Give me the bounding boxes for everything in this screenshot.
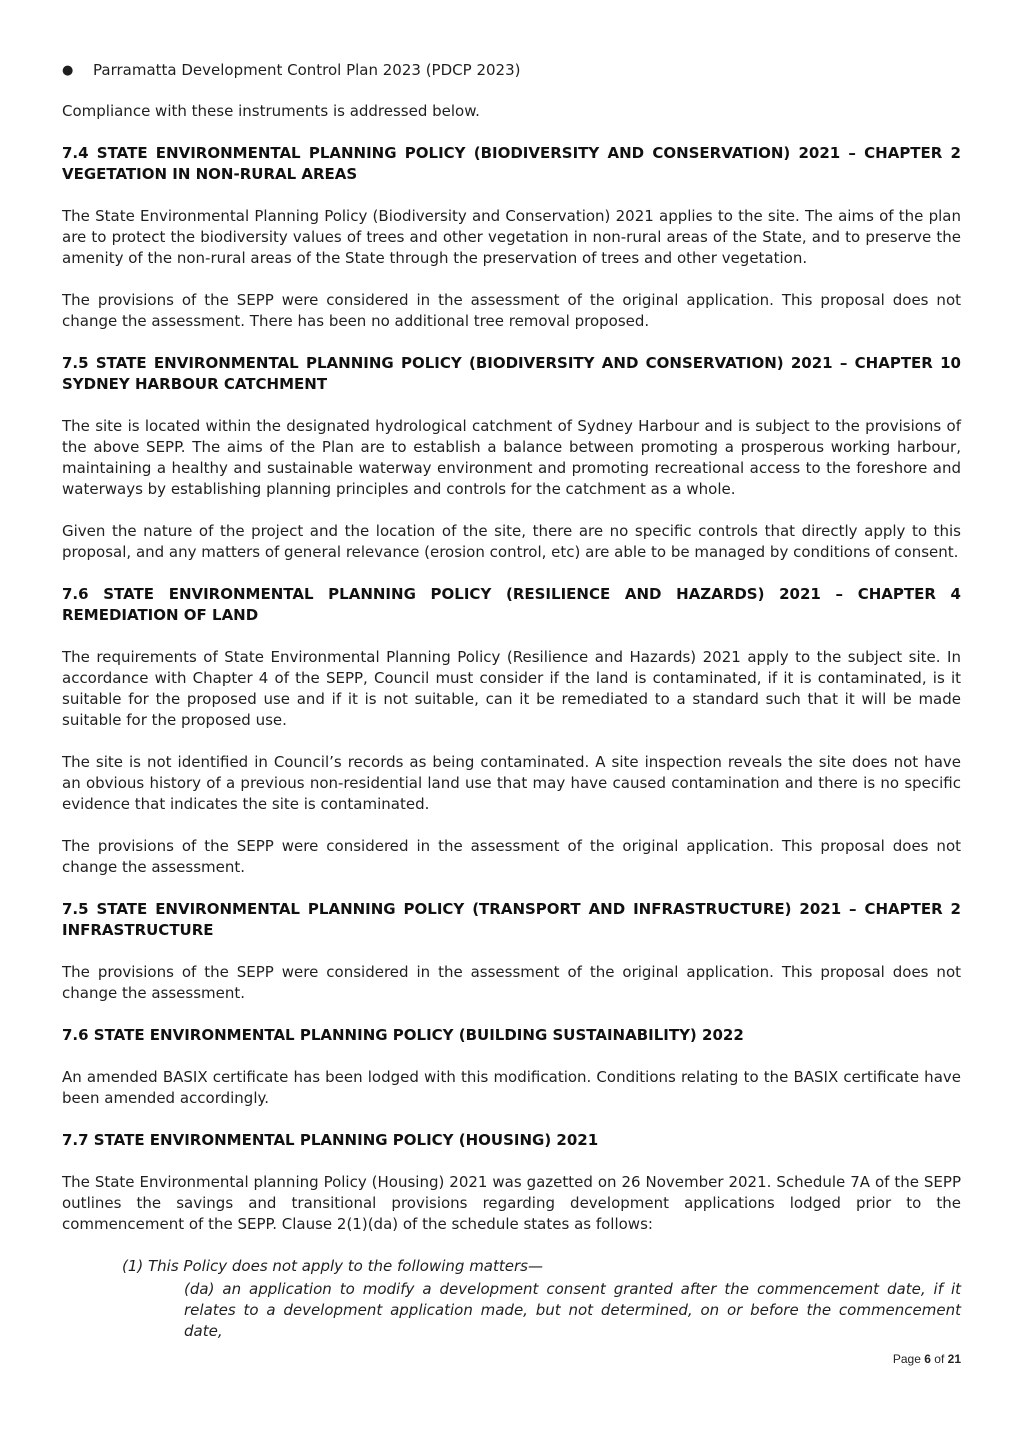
quoted-clause	[62, 1256, 961, 1342]
section-heading-7-5-transport: 7.5 STATE ENVIRONMENTAL PLANNING POLICY (TRANSPORT AND INFRASTRUCTURE) 2021 – CHAPTER 2 INFRASTRUCTURE	[62, 900, 961, 939]
paragraph: The State Environmental Planning Policy (Biodiversity and Conservation) 2021 applies to the site. The aims of the plan are to protect the biodiversity values of trees and other vegetation in non-rural areas of the State, and to preserve the amenity of the non-rural areas of the State through the preservation of trees and other vegetation.	[62, 207, 961, 267]
quote-line-2: (da) an application to modify a development consent granted after the commencement date, if it relates to a development application made, but not determined, on or before the commencement date,	[184, 1280, 961, 1340]
section-heading-7-6-basix: 7.6 STATE ENVIRONMENTAL PLANNING POLICY (BUILDING SUSTAINABILITY) 2022	[62, 1026, 744, 1044]
page-label: Page	[892, 1352, 921, 1366]
section-heading-7-6-resilience: 7.6 STATE ENVIRONMENTAL PLANNING POLICY (RESILIENCE AND HAZARDS) 2021 – CHAPTER 4 REMEDIATION OF LAND	[62, 585, 961, 624]
section-heading-7-7-housing: 7.7 STATE ENVIRONMENTAL PLANNING POLICY (HOUSING) 2021	[62, 1131, 599, 1149]
bullet-icon: ●	[62, 63, 74, 78]
paragraph: The provisions of the SEPP were considered in the assessment of the original application. This proposal does not change the assessment.	[62, 837, 961, 876]
section-heading-7-4-biodiversity: 7.4 STATE ENVIRONMENTAL PLANNING POLICY (BIODIVERSITY AND CONSERVATION) 2021 – CHAPTER 2 VEGETATION IN NON-RURAL AREAS	[62, 144, 961, 183]
paragraph: An amended BASIX certificate has been lodged with this modification. Conditions relating to the BASIX certificate have been amended accordingly.	[62, 1068, 961, 1107]
paragraph: The site is not identified in Council’s records as being contaminated. A site inspection reveals the site does not have an obvious history of a previous non-residential land use that may have caused contamination and there is no specific evidence that indicates the site is contaminated.	[62, 753, 961, 813]
quote-line-1: (1) This Policy does not apply to the following matters—	[122, 1257, 543, 1275]
page-number	[893, 1352, 961, 1366]
paragraph: The State Environmental planning Policy (Housing) 2021 was gazetted on 26 November 2021. Schedule 7A of the SEPP outlines the savings and transitional provisions regarding development applications lodged prior to the commencement of the SEPP. Clause 2(1)(da) of the schedule states as follows:	[62, 1173, 961, 1233]
page-total: 21	[947, 1352, 961, 1366]
paragraph: The site is located within the designated hydrological catchment of Sydney Harbour and is subject to the provisions of the above SEPP. The aims of the Plan are to establish a balance between promoting a prosperous working harbour, maintaining a healthy and sustainable waterway environment and promoting recreational access to the foreshore and waterways by establishing planning principles and controls for the catchment as a whole.	[62, 417, 961, 498]
paragraph: The provisions of the SEPP were considered in the assessment of the original application. This proposal does not change the assessment.	[62, 963, 961, 1002]
page-of: of	[934, 1352, 945, 1366]
section-heading-7-5-sydney-harbour: 7.5 STATE ENVIRONMENTAL PLANNING POLICY (BIODIVERSITY AND CONSERVATION) 2021 – CHAPTER 10 SYDNEY HARBOUR CATCHMENT	[62, 354, 961, 393]
page-current: 6	[924, 1352, 931, 1366]
bullet-text: Parramatta Development Control Plan 2023 (PDCP 2023)	[93, 61, 521, 79]
paragraph: Given the nature of the project and the location of the site, there are no specific controls that directly apply to this proposal, and any matters of general relevance (erosion control, etc) are able to be managed by conditions of consent.	[62, 522, 961, 561]
paragraph: The requirements of State Environmental Planning Policy (Resilience and Hazards) 2021 apply to the subject site. In accordance with Chapter 4 of the SEPP, Council must consider if the land is contaminated, if it is contaminated, is it suitable for the proposed use and if it is not suitable, can it be remediated to a standard such that it will be made suitable for the proposed use.	[62, 648, 961, 729]
paragraph: The provisions of the SEPP were considered in the assessment of the original application. This proposal does not change the assessment. There has been no additional tree removal proposed.	[62, 291, 961, 330]
intro-paragraph: Compliance with these instruments is addressed below.	[62, 102, 480, 120]
bullet-item	[62, 60, 961, 81]
page-content	[62, 60, 961, 1342]
